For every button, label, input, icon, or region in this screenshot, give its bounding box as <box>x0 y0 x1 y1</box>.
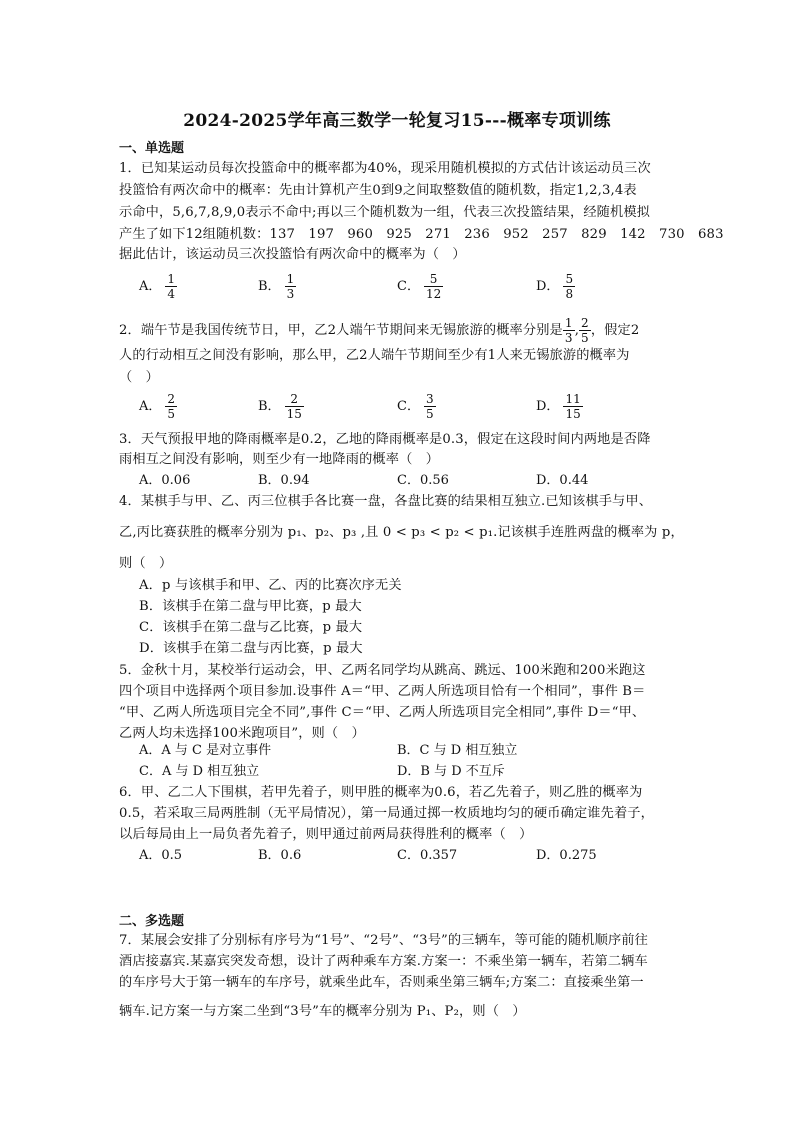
option-label: A． <box>139 399 162 414</box>
q7-line-4: 辆车.记方案一与方案二坐到“3号”车的概率分别为 P₁、P₂，则（ ） <box>119 1004 526 1019</box>
q1-option-a <box>139 272 177 301</box>
q1-line-2: 投篮恰有两次命中的概率：先由计算机产生0到9之间取整数值的随机数，指定1,2,3,4表 <box>119 183 637 198</box>
q5-line-1: 5．金秋十月，某校举行运动会，甲、乙两名同学均从跳高、跳远、100米跑和200米跑这 <box>119 663 646 678</box>
option-label: C． <box>397 279 420 294</box>
fraction-denominator: 3 <box>564 331 573 345</box>
q7-line-1: 7．某展会安排了分别标有序号为“1号”、“2号”、“3号”的三辆车，等可能的随机顺序前往 <box>119 933 648 948</box>
q1-option-b <box>258 272 296 301</box>
option-label: D． <box>536 399 560 414</box>
q3-option-a: A．0.06 <box>139 473 191 488</box>
q5-option-b: B．C 与 D 相互独立 <box>397 743 518 758</box>
q6-option-b: B．0.6 <box>258 848 302 863</box>
q4-option-d: D．该棋手在第二盘与丙比赛，p 最大 <box>139 641 363 656</box>
fraction-numerator: 2 <box>167 392 176 406</box>
q5-line-4: 乙两人均未选择100米跑项目”，则（ ） <box>119 726 365 741</box>
q1-line-3: 示命中，5,6,7,8,9,0表示不命中;再以三个随机数为一组，代表三次投篮结果，经随机模拟 <box>119 205 651 220</box>
q2-option-a <box>139 392 177 421</box>
fraction <box>563 272 575 301</box>
q3-option-c: C．0.56 <box>397 473 449 488</box>
fraction <box>579 316 591 345</box>
q1-line-4: 产生了如下12组随机数：137 197 960 925 271 236 952 257 829 142 730 683 <box>119 227 724 242</box>
fraction-numerator: 1 <box>286 272 295 286</box>
q1-option-d <box>536 272 575 301</box>
q4-option-c: C．该棋手在第二盘与乙比赛，p 最大 <box>139 620 363 635</box>
q6-line-2: 0.5，若采取三局两胜制（无平局情况），第一局通过掷一枚质地均匀的硬币确定谁先着子， <box>119 806 654 821</box>
fraction <box>424 272 443 301</box>
fraction-denominator: 15 <box>565 407 581 421</box>
fraction-numerator: 1 <box>564 316 573 330</box>
q6-line-3: 以后每局由上一局负者先着子，则甲通过前两局获得胜利的概率（ ） <box>119 827 533 842</box>
fraction-denominator: 3 <box>286 287 295 301</box>
option-label: B． <box>258 399 281 414</box>
q2-line-3: （ ） <box>119 370 160 385</box>
q7-line-3: 的车序号大于第一辆车的车序号，就乘坐此车，否则乘坐第三辆车;方案二：直接乘坐第一 <box>119 975 644 990</box>
fraction <box>165 272 177 301</box>
q5-option-a: A．A 与 C 是对立事件 <box>139 743 272 758</box>
q6-option-a: A．0.5 <box>139 848 183 863</box>
q3-line-1: 3．天气预报甲地的降雨概率是0.2，乙地的降雨概率是0.3，假定在这段时间内两地是否降 <box>119 432 651 447</box>
fraction <box>563 316 575 345</box>
q3-option-d: D．0.44 <box>536 473 589 488</box>
q4-line-3: 则（ ） <box>119 556 173 571</box>
q4-option-b: B．该棋手在第二盘与甲比赛，p 最大 <box>139 599 362 614</box>
q5-line-2: 四个项目中选择两个项目参加.设事件 A＝“甲、乙两人所选项目恰有一个相同”，事件 B＝ <box>119 684 646 699</box>
fraction-numerator: 5 <box>429 272 438 286</box>
option-label: B． <box>258 279 281 294</box>
fraction-numerator: 5 <box>565 272 574 286</box>
q4-option-a: A．p 与该棋手和甲、乙、丙的比赛次序无关 <box>139 578 402 593</box>
fraction-denominator: 15 <box>286 407 302 421</box>
q2-option-d <box>536 392 583 421</box>
fraction-numerator: 3 <box>425 392 434 406</box>
fraction-denominator: 8 <box>565 287 574 301</box>
fraction <box>424 392 436 421</box>
q5-option-c: C．A 与 D 相互独立 <box>139 764 260 779</box>
option-label: C． <box>397 399 420 414</box>
q6-line-1: 6．甲、乙二人下围棋，若甲先着子，则甲胜的概率为0.6，若乙先着子，则乙胜的概率为 <box>119 785 643 800</box>
fraction-denominator: 5 <box>167 407 176 421</box>
section-heading-multiple-choice: 二、多选题 <box>119 914 185 929</box>
q6-option-d: D．0.275 <box>536 848 597 863</box>
option-label: A． <box>139 279 162 294</box>
q2-option-b <box>258 392 304 421</box>
fraction-numerator: 11 <box>565 392 581 406</box>
fraction <box>285 272 297 301</box>
q5-line-3: “甲、乙两人所选项目完全不同”,事件 C＝“甲、乙两人所选项目完全相同”,事件 D＝“甲、 <box>119 705 646 720</box>
fraction-numerator: 2 <box>290 392 299 406</box>
section-heading-single-choice: 一、单选题 <box>119 141 185 156</box>
fraction-denominator: 5 <box>425 407 434 421</box>
q4-line-2: 乙,丙比赛获胜的概率分别为 p₁、p₂、p₃ ,且 0 < p₃ < p₂ < p₁.记该棋手连胜两盘的概率为 p， <box>119 525 684 540</box>
q3-line-2: 雨相互之间没有影响，则至少有一地降雨的概率（ ） <box>119 452 440 467</box>
fraction-numerator: 1 <box>167 272 176 286</box>
fraction-denominator: 5 <box>581 331 589 345</box>
q2-line-1: 2．端午节是我国传统节日，甲，乙2人端午节期间来无锡旅游的概率分别是 $\frac{1}{3}$ , $\frac{2}{5}$ ，假定2 <box>119 316 640 345</box>
fraction-denominator: 4 <box>167 287 176 301</box>
q1-line-5: 据此估计，该运动员三次投篮恰有两次命中的概率为（ ） <box>119 247 466 262</box>
q2-text-b: ，假定2 <box>590 323 640 338</box>
q2-line-2: 人的行动相互之间没有影响，那么甲，乙2人端午节期间至少有1人来无锡旅游的概率为 <box>119 348 630 363</box>
q7-line-2: 酒店接嘉宾.某嘉宾突发奇想，设计了两种乘车方案.方案一：不乘坐第一辆车，若第二辆车 <box>119 954 648 969</box>
fraction-numerator: 2 <box>581 316 589 330</box>
q4-line-1: 4．某棋手与甲、乙、丙三位棋手各比赛一盘，各盘比赛的结果相互独立.已知该棋手与甲、 <box>119 494 653 509</box>
option-label: D． <box>536 279 560 294</box>
q6-option-c: C．0.357 <box>397 848 458 863</box>
q1-line-1: 1．已知某运动员每次投篮命中的概率都为40%，现采用随机模拟的方式估计该运动员三次 <box>119 161 651 176</box>
page-title: 2024-2025学年高三数学一轮复习15---概率专项训练 <box>183 111 611 131</box>
q3-option-b: B．0.94 <box>258 473 310 488</box>
fraction-denominator: 12 <box>425 287 442 301</box>
fraction <box>165 392 177 421</box>
q1-option-c <box>397 272 443 301</box>
q2-text-a: 2．端午节是我国传统节日，甲，乙2人端午节期间来无锡旅游的概率分别是 <box>119 323 563 338</box>
q5-option-d: D．B 与 D 不互斥 <box>397 764 505 779</box>
fraction <box>285 392 304 421</box>
fraction <box>563 392 582 421</box>
q2-option-c <box>397 392 436 421</box>
